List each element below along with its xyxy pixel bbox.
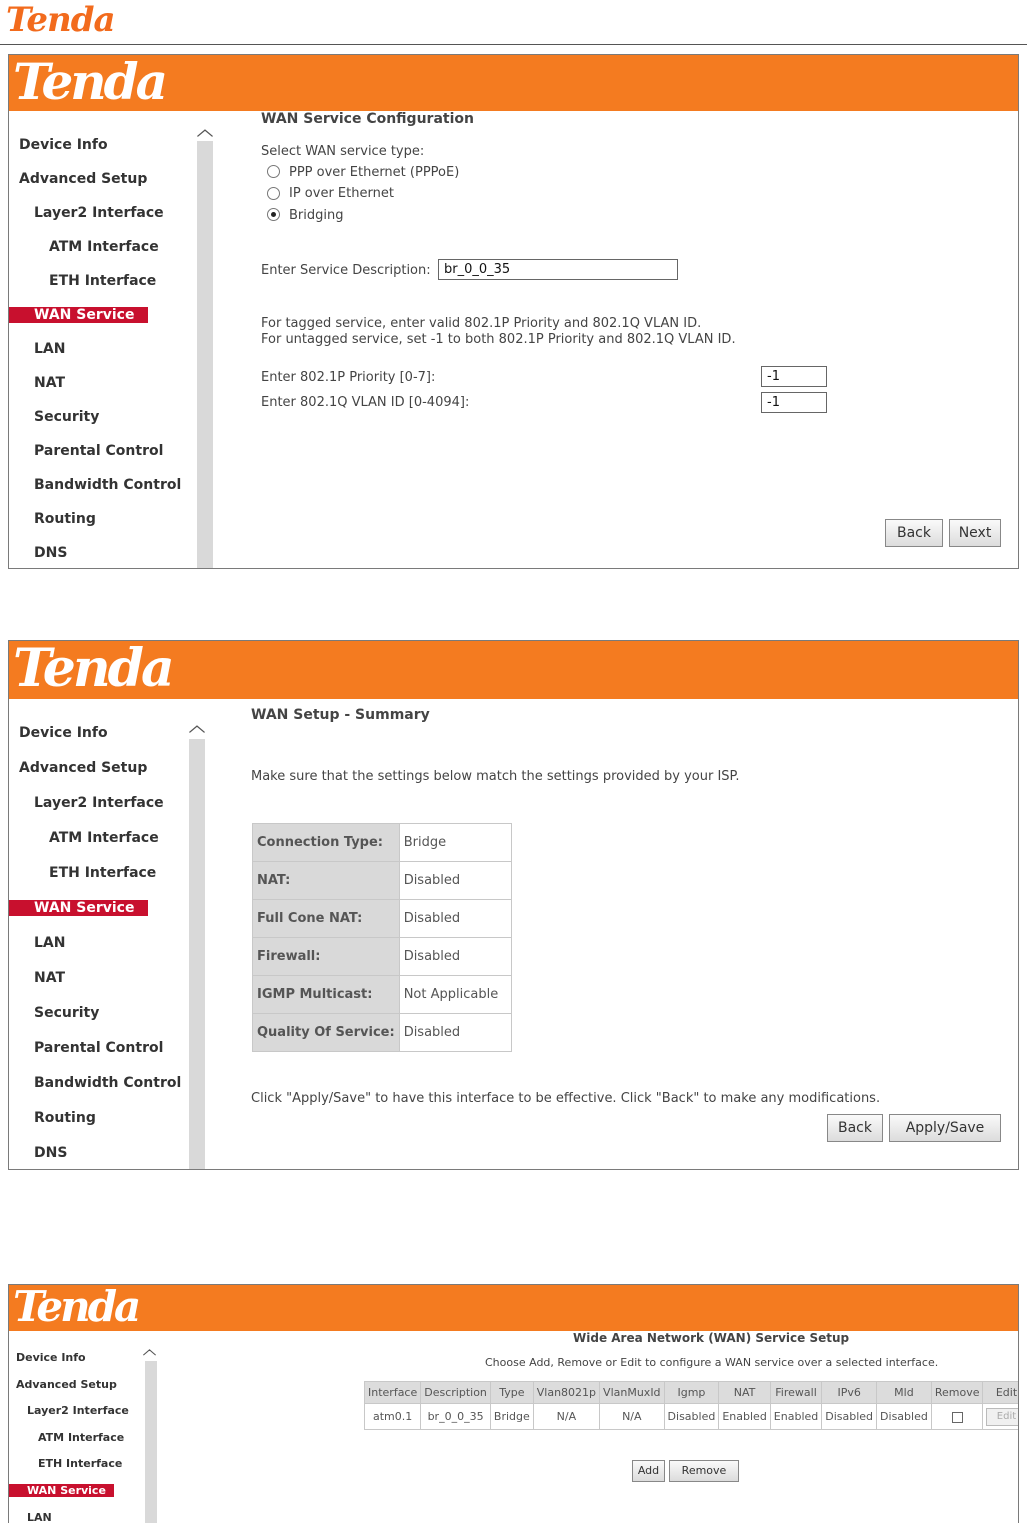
cell-nat: Enabled [719,1404,770,1430]
summary-key: Quality Of Service: [253,1014,400,1052]
document-header-logo: Tenda [6,0,115,40]
sidebar-item-bandwidth-control[interactable]: Bandwidth Control [34,1075,182,1091]
remove-button[interactable]: Remove [669,1460,739,1482]
column-header: Vlan8021p [533,1382,599,1404]
radio-bridging[interactable] [267,208,280,221]
cell-vlan8021p: N/A [533,1404,599,1430]
table-row [365,1404,1020,1430]
sidebar-item-layer2-interface[interactable]: Layer2 Interface [34,795,164,811]
sidebar-item-routing[interactable]: Routing [34,511,96,527]
sidebar-nav [9,699,214,1170]
table-row [253,862,512,900]
table-row [253,1014,512,1052]
sidebar-item-device-info[interactable]: Device Info [19,725,108,741]
sidebar-nav [9,111,214,569]
header-banner [9,1285,1018,1331]
summary-key: Connection Type: [253,824,400,862]
sidebar-item-security[interactable]: Security [34,409,100,425]
next-button[interactable]: Next [949,519,1001,547]
sidebar-item-bandwidth-control[interactable]: Bandwidth Control [34,477,182,493]
sidebar-item-eth-interface[interactable]: ETH Interface [49,865,157,881]
sidebar-item-advanced-setup[interactable]: Advanced Setup [19,171,148,187]
edit-button[interactable]: Edit [986,1408,1019,1426]
summary-value: Disabled [399,938,511,976]
column-header: Mld [877,1382,932,1404]
column-header: Interface [365,1382,421,1404]
sidebar-item-layer2-interface[interactable]: Layer2 Interface [27,1404,129,1417]
sidebar-scrollbar[interactable] [197,141,213,569]
apply-save-button[interactable]: Apply/Save [889,1114,1001,1142]
service-description-label: Enter Service Description: [261,263,431,278]
screenshot-wan-service-setup [8,1284,1019,1523]
sidebar-item-device-info[interactable]: Device Info [16,1351,86,1364]
sidebar-item-dns[interactable]: DNS [34,1145,68,1161]
cell-edit [983,1404,1019,1430]
cell-description: br_0_0_35 [421,1404,491,1430]
sidebar-item-wan-service[interactable]: WAN Service [9,900,148,916]
chevron-up-icon[interactable]: ︿ [197,120,214,139]
summary-intro: Make sure that the settings below match the settings provided by your ISP. [251,769,740,784]
cell-vlanmuxid: N/A [600,1404,665,1430]
sidebar-item-dns[interactable]: DNS [34,545,68,561]
radio-bridging-label: Bridging [289,208,344,223]
cell-interface: atm0.1 [365,1404,421,1430]
column-header: NAT [719,1382,770,1404]
sidebar-item-security[interactable]: Security [34,1005,100,1021]
tenda-logo: Tenda [13,54,165,111]
summary-value: Disabled [399,862,511,900]
cell-igmp: Disabled [664,1404,719,1430]
sidebar-item-device-info[interactable]: Device Info [19,137,108,153]
sidebar-nav [9,1331,214,1523]
column-header: Type [490,1382,533,1404]
cell-ipv6: Disabled [822,1404,877,1430]
tenda-logo: Tenda [13,1284,139,1331]
summary-key: Firewall: [253,938,400,976]
header-banner [9,641,1018,699]
sidebar-item-parental-control[interactable]: Parental Control [34,443,164,459]
sidebar-item-lan[interactable]: LAN [34,341,66,357]
service-description-input[interactable]: br_0_0_35 [438,259,678,280]
vlan-id-label: Enter 802.1Q VLAN ID [0-4094]: [261,395,470,410]
chevron-up-icon[interactable]: ︿ [189,716,206,735]
tagged-note: For tagged service, enter valid 802.1P Priority and 802.1Q VLAN ID. [261,316,702,331]
summary-key: NAT: [253,862,400,900]
column-header: Firewall [770,1382,821,1404]
summary-value: Disabled [399,1014,511,1052]
header-banner [9,55,1018,111]
cell-type: Bridge [490,1404,533,1430]
sidebar-item-atm-interface[interactable]: ATM Interface [49,830,159,846]
radio-pppoe-label: PPP over Ethernet (PPPoE) [289,165,460,180]
cell-remove [931,1404,983,1430]
document-header-rule [0,44,1027,45]
summary-key: Full Cone NAT: [253,900,400,938]
column-header: IPv6 [822,1382,877,1404]
sidebar-item-atm-interface[interactable]: ATM Interface [38,1431,125,1444]
priority-label: Enter 802.1P Priority [0-7]: [261,370,436,385]
table-row [253,900,512,938]
summary-table [252,823,512,1052]
apply-instructions: Click "Apply/Save" to have this interface to be effective. Click "Back" to make any modifications. [251,1091,881,1106]
sidebar-item-advanced-setup[interactable]: Advanced Setup [16,1378,117,1391]
table-row [253,938,512,976]
summary-value: Disabled [399,900,511,938]
screenshot-wan-service-config [8,54,1019,569]
sidebar-item-nat[interactable]: NAT [34,375,66,391]
page-subtitle: Choose Add, Remove or Edit to configure a WAN service over a selected interface. [485,1356,939,1369]
radio-ipoe-label: IP over Ethernet [289,186,394,201]
remove-checkbox[interactable] [952,1412,963,1423]
wan-service-table [364,1381,1019,1430]
cell-mld: Disabled [877,1404,932,1430]
priority-input[interactable]: -1 [761,366,827,387]
summary-key: IGMP Multicast: [253,976,400,1014]
vlan-id-input[interactable]: -1 [761,392,827,413]
summary-value: Not Applicable [399,976,511,1014]
sidebar-item-wan-service[interactable]: WAN Service [9,1484,114,1497]
column-header: Edit [983,1382,1019,1404]
back-button[interactable]: Back [827,1114,883,1142]
sidebar-item-routing[interactable]: Routing [34,1110,96,1126]
table-row [253,824,512,862]
sidebar-item-eth-interface[interactable]: ETH Interface [38,1457,123,1470]
column-header: Description [421,1382,491,1404]
page-title: WAN Service Configuration [261,111,474,127]
cell-firewall: Enabled [770,1404,821,1430]
table-header-row [365,1382,1020,1404]
sidebar-item-wan-service[interactable]: WAN Service [9,307,148,323]
sidebar-item-atm-interface[interactable]: ATM Interface [49,239,159,255]
sidebar-item-advanced-setup[interactable]: Advanced Setup [19,760,148,776]
page-title: Wide Area Network (WAN) Service Setup [573,1331,850,1345]
service-type-label: Select WAN service type: [261,144,425,159]
sidebar-item-lan[interactable]: LAN [34,935,66,951]
table-row [253,976,512,1014]
add-button[interactable]: Add [632,1460,665,1482]
sidebar-item-nat[interactable]: NAT [34,970,66,986]
page-title: WAN Setup - Summary [251,707,430,723]
column-header: Igmp [664,1382,719,1404]
column-header: Remove [931,1382,983,1404]
sidebar-item-layer2-interface[interactable]: Layer2 Interface [34,205,164,221]
chevron-up-icon[interactable]: ︿ [143,1343,157,1358]
back-button[interactable]: Back [885,519,943,547]
summary-value: Bridge [399,824,511,862]
sidebar-scrollbar[interactable] [189,739,205,1170]
sidebar-item-eth-interface[interactable]: ETH Interface [49,273,157,289]
radio-pppoe[interactable] [267,165,280,178]
radio-ipoe[interactable] [267,187,280,200]
untagged-note: For untagged service, set -1 to both 802.1P Priority and 802.1Q VLAN ID. [261,332,736,347]
sidebar-item-parental-control[interactable]: Parental Control [34,1040,164,1056]
column-header: VlanMuxId [600,1382,665,1404]
tenda-logo: Tenda [13,640,172,699]
sidebar-scrollbar[interactable] [145,1361,157,1523]
screenshot-wan-summary [8,640,1019,1170]
sidebar-item-lan[interactable]: LAN [27,1511,52,1523]
